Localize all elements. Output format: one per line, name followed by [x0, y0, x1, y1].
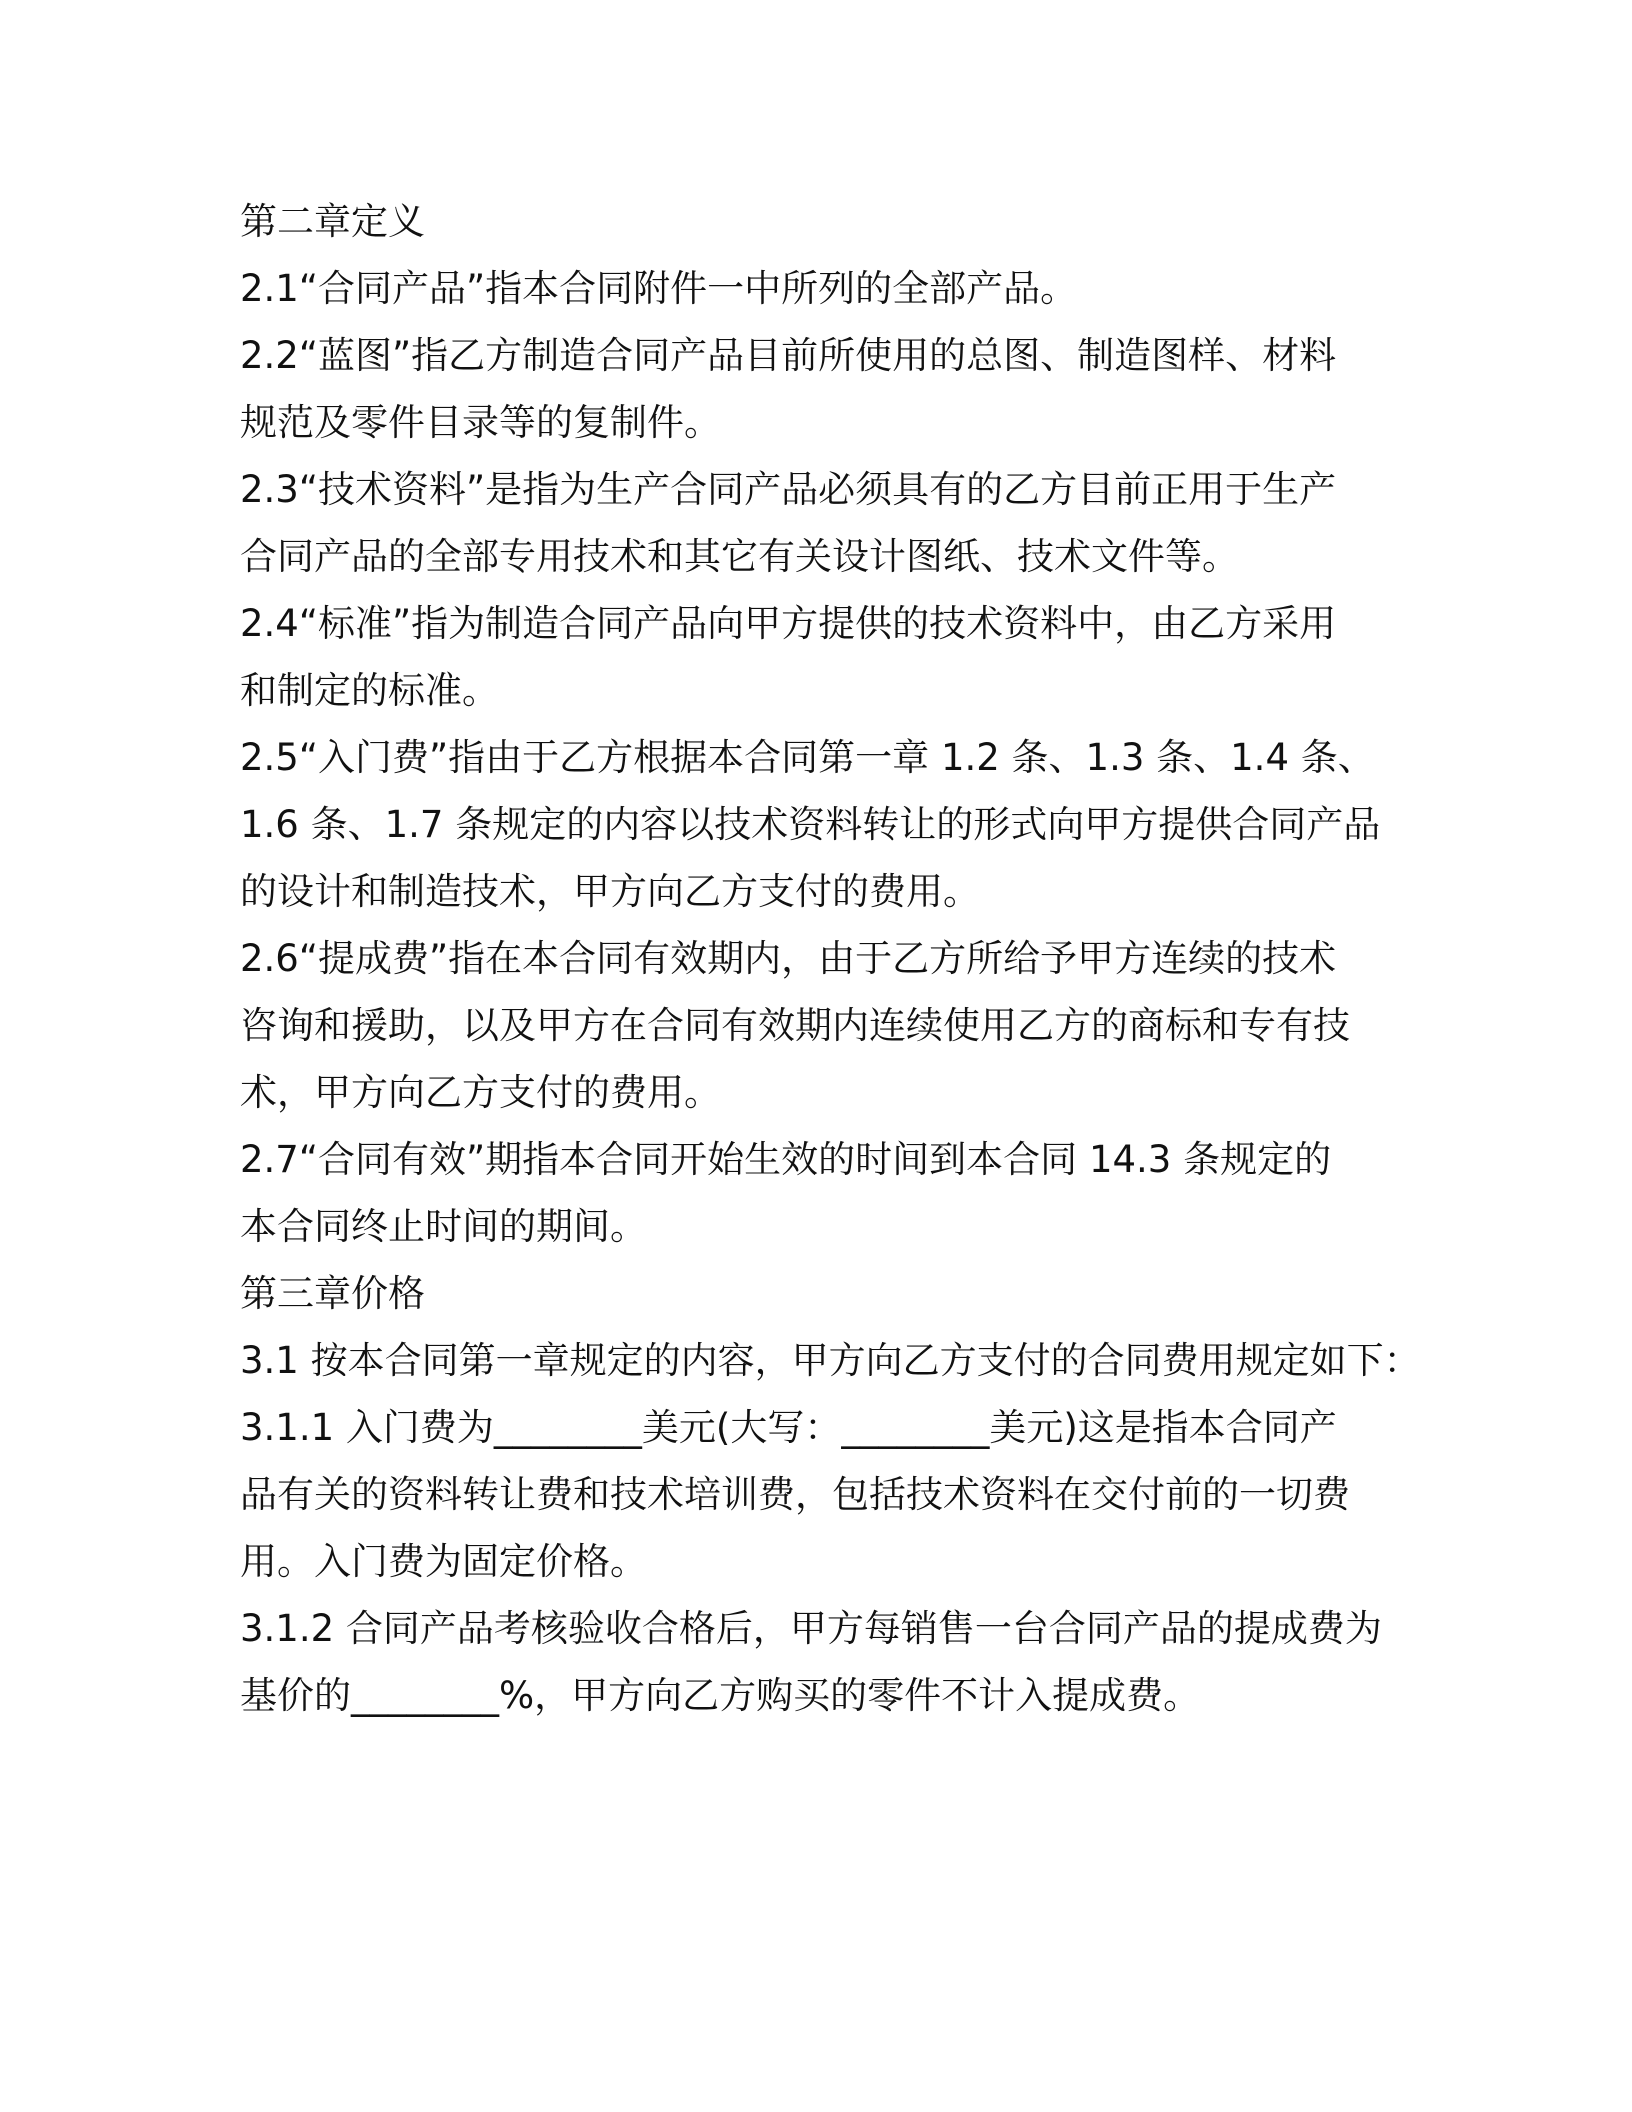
- clause-3-1-1-line-3: 用。入门费为固定价格。: [240, 1540, 647, 1583]
- clause-2-3-line-2: 合同产品的全部专用技术和其它有关设计图纸、技术文件等。: [240, 535, 1239, 578]
- clause-3-1: 3.1 按本合同第一章规定的内容，甲方向乙方支付的合同费用规定如下：: [240, 1339, 1421, 1382]
- clause-2-5-line-2: 1.6 条、1.7 条规定的内容以技术资料转让的形式向甲方提供合同产品: [240, 803, 1381, 846]
- chapter-2-heading: 第二章定义: [240, 200, 425, 243]
- clause-3-1-1-line-1: 3.1.1 入门费为________美元(大写：________美元)这是指本合同产: [240, 1406, 1337, 1449]
- chapter-3-heading: 第三章价格: [240, 1272, 425, 1315]
- clause-3-1-2-line-2: 基价的________%，甲方向乙方购买的零件不计入提成费。: [240, 1674, 1201, 1717]
- clause-2-7-line-2: 本合同终止时间的期间。: [240, 1205, 647, 1248]
- clause-2-5-line-1: 2.5“入门费”指由于乙方根据本合同第一章 1.2 条、1.3 条、1.4 条、: [240, 736, 1375, 779]
- clause-2-6-line-3: 术，甲方向乙方支付的费用。: [240, 1071, 721, 1114]
- clause-2-4-line-2: 和制定的标准。: [240, 669, 499, 712]
- clause-2-3-line-1: 2.3“技术资料”是指为生产合同产品必须具有的乙方目前正用于生产: [240, 468, 1337, 511]
- clause-2-4-line-1: 2.4“标准”指为制造合同产品向甲方提供的技术资料中，由乙方采用: [240, 602, 1337, 645]
- document-page: [240, 188, 1420, 1729]
- clause-2-1: 2.1“合同产品”指本合同附件一中所列的全部产品。: [240, 267, 1078, 310]
- clause-2-5-line-3: 的设计和制造技术，甲方向乙方支付的费用。: [240, 870, 980, 913]
- clause-2-6-line-1: 2.6“提成费”指在本合同有效期内，由于乙方所给予甲方连续的技术: [240, 937, 1337, 980]
- clause-2-2-line-2: 规范及零件目录等的复制件。: [240, 401, 721, 444]
- clause-3-1-1-line-2: 品有关的资料转让费和技术培训费，包括技术资料在交付前的一切费: [240, 1473, 1350, 1516]
- clause-3-1-2-line-1: 3.1.2 合同产品考核验收合格后，甲方每销售一台合同产品的提成费为: [240, 1607, 1382, 1650]
- clause-2-7-line-1: 2.7“合同有效”期指本合同开始生效的时间到本合同 14.3 条规定的: [240, 1138, 1332, 1181]
- clause-2-6-line-2: 咨询和援助，以及甲方在合同有效期内连续使用乙方的商标和专有技: [240, 1004, 1350, 1047]
- clause-2-2-line-1: 2.2“蓝图”指乙方制造合同产品目前所使用的总图、制造图样、材料: [240, 334, 1337, 377]
